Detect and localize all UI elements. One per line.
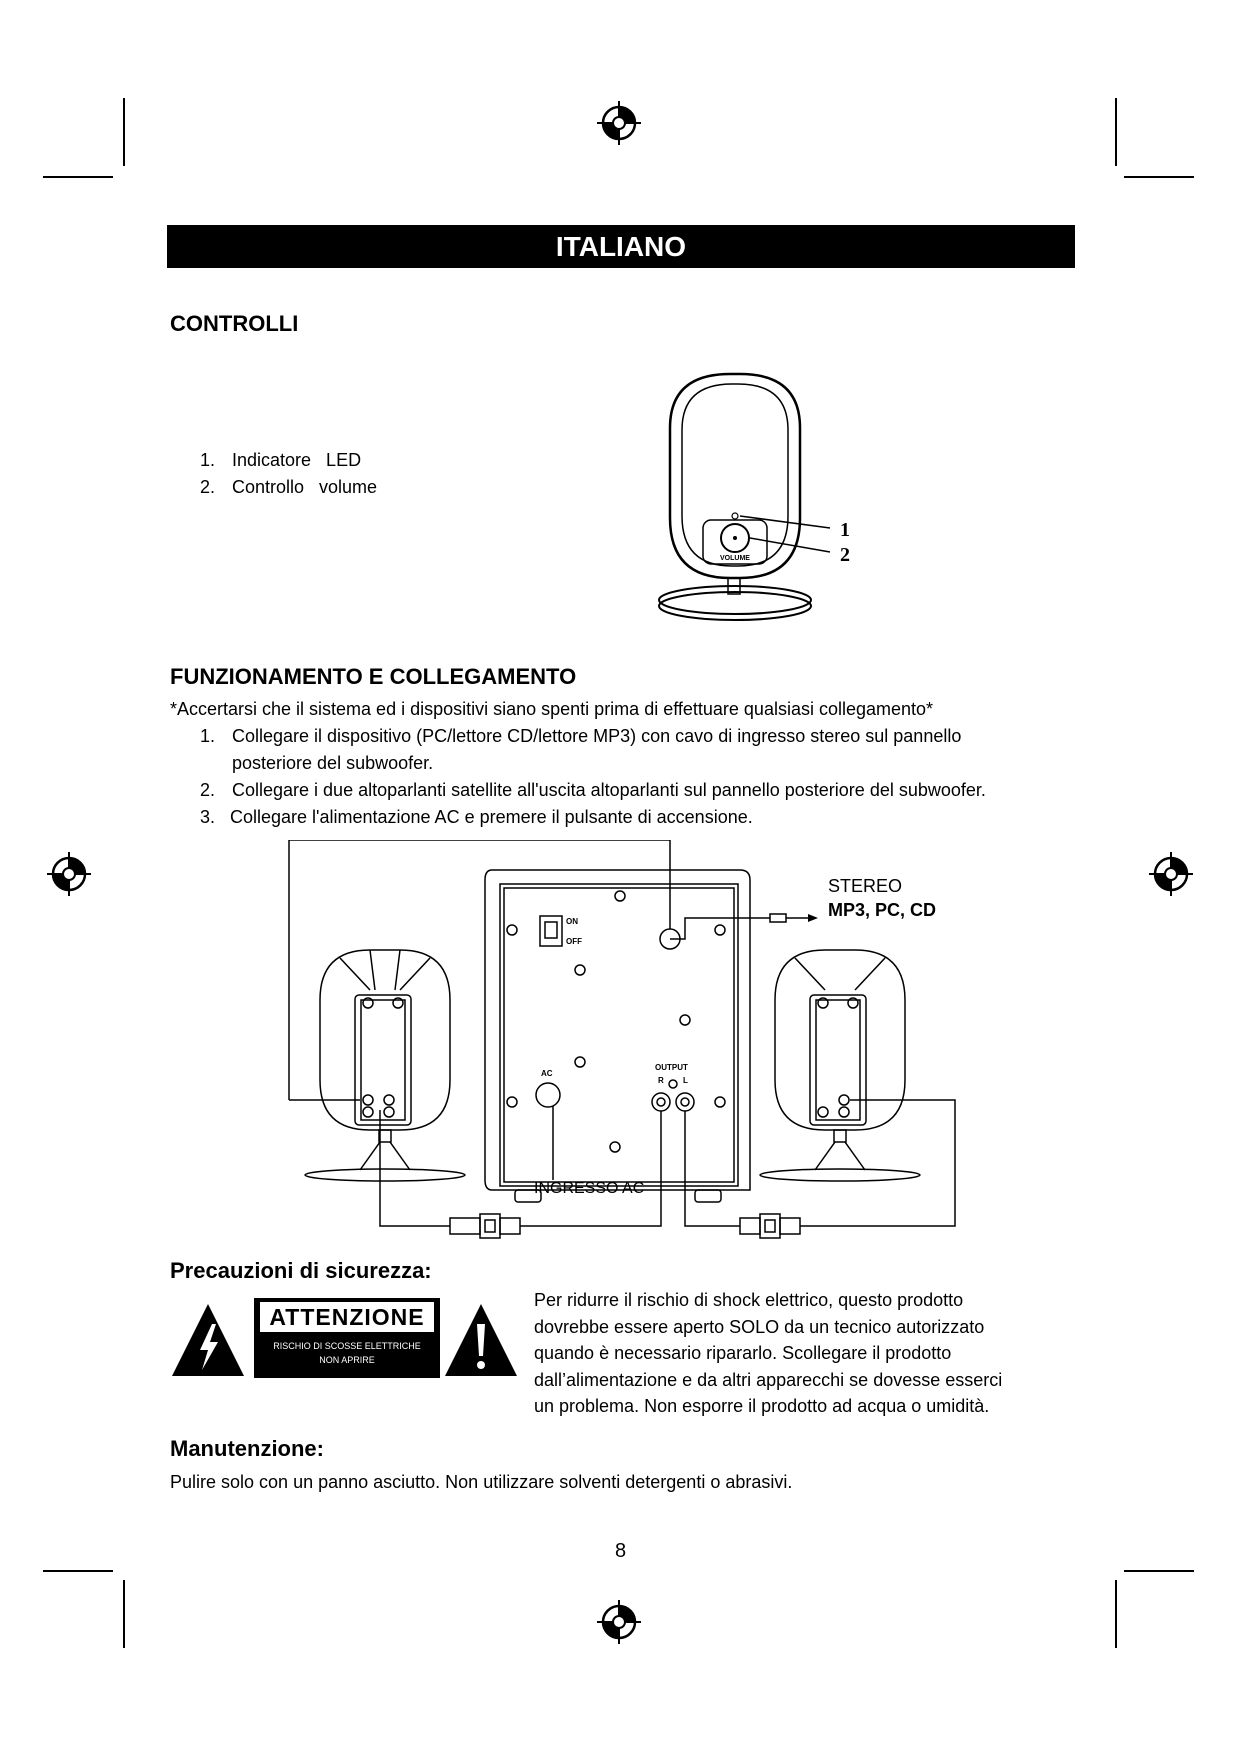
- crop-mark: [43, 176, 113, 178]
- stereo-label: STEREO: [828, 876, 903, 896]
- switch-on-label: ON: [566, 917, 578, 926]
- volume-knob-label: VOLUME: [720, 555, 750, 562]
- registration-mark-icon: [47, 852, 91, 896]
- sources-label: MP3, PC, CD: [828, 900, 937, 920]
- switch-off-label: OFF: [566, 937, 582, 946]
- operation-step-cont: posteriore del subwoofer.: [232, 753, 434, 773]
- crop-mark: [1115, 98, 1117, 166]
- ac-input-label: INGRESSO AC: [534, 1180, 645, 1197]
- crop-mark: [123, 1580, 125, 1648]
- maintenance-text: Pulire solo con un panno asciutto. Non utilizzare solventi detergenti o abrasivi.: [170, 1472, 793, 1492]
- operation-step: 1. Collegare il dispositivo (PC/lettore CD/lettore MP3) con cavo di ingresso stereo sul pannello: [200, 726, 962, 746]
- callout-1: 1: [840, 519, 850, 541]
- controls-item: 1. Indicatore LED: [200, 450, 362, 470]
- electric-shock-warning-icon: [170, 1300, 246, 1380]
- speaker-front-figure: [640, 368, 860, 628]
- warning-subtitle-1: RISCHIO DI SCOSSE ELETTRICHE: [273, 1341, 421, 1351]
- warning-title: ATTENZIONE: [260, 1302, 434, 1332]
- operation-step: 3. Collegare l'alimentazione AC e premere il pulsante di accensione.: [200, 807, 753, 827]
- warning-label-box: [254, 1298, 440, 1378]
- registration-mark-icon: [597, 1600, 641, 1644]
- output-r-label: R: [658, 1076, 664, 1085]
- warning-subtitle-2: NON APRIRE: [319, 1355, 375, 1365]
- registration-mark-icon: [597, 101, 641, 145]
- crop-mark: [43, 1570, 113, 1572]
- safety-text: Per ridurre il rischio di shock elettrico, questo prodotto dovrebbe essere aperto SOLO da un tecnico autorizzato quando è necessario ripararlo. Scollegare il prodotto dall’alimentazione e da altri apparecchi se dovesse esserci un problema. Non esporre il prodotto ad acqua o umidità.: [534, 1290, 1003, 1416]
- exclamation-warning-icon: [443, 1300, 519, 1380]
- controls-item: 2. Controllo volume: [200, 477, 378, 497]
- crop-mark: [1124, 176, 1194, 178]
- safety-heading: Precauzioni di sicurezza:: [170, 1258, 432, 1283]
- crop-mark: [1115, 1580, 1117, 1648]
- output-l-label: L: [683, 1076, 688, 1085]
- crop-mark: [123, 98, 125, 166]
- callout-2: 2: [840, 544, 850, 566]
- controls-heading: CONTROLLI: [170, 311, 299, 336]
- registration-mark-icon: [1149, 852, 1193, 896]
- operation-step: 2. Collegare i due altoparlanti satellite all'uscita altoparlanti sul pannello posteriore del subwoofer.: [200, 780, 986, 800]
- language-header: [167, 225, 1075, 268]
- header-title: ITALIANO: [555, 231, 687, 262]
- page-number: 8: [614, 1540, 627, 1562]
- operation-note: *Accertarsi che il sistema ed i dispositivi siano spenti prima di effettuare qualsiasi collegamento*: [170, 699, 934, 719]
- operation-heading: FUNZIONAMENTO E COLLEGAMENTO: [170, 664, 577, 689]
- output-label: OUTPUT: [655, 1063, 688, 1072]
- crop-mark: [1124, 1570, 1194, 1572]
- maintenance-heading: Manutenzione:: [170, 1436, 324, 1461]
- ac-port-label: AC: [541, 1069, 553, 1078]
